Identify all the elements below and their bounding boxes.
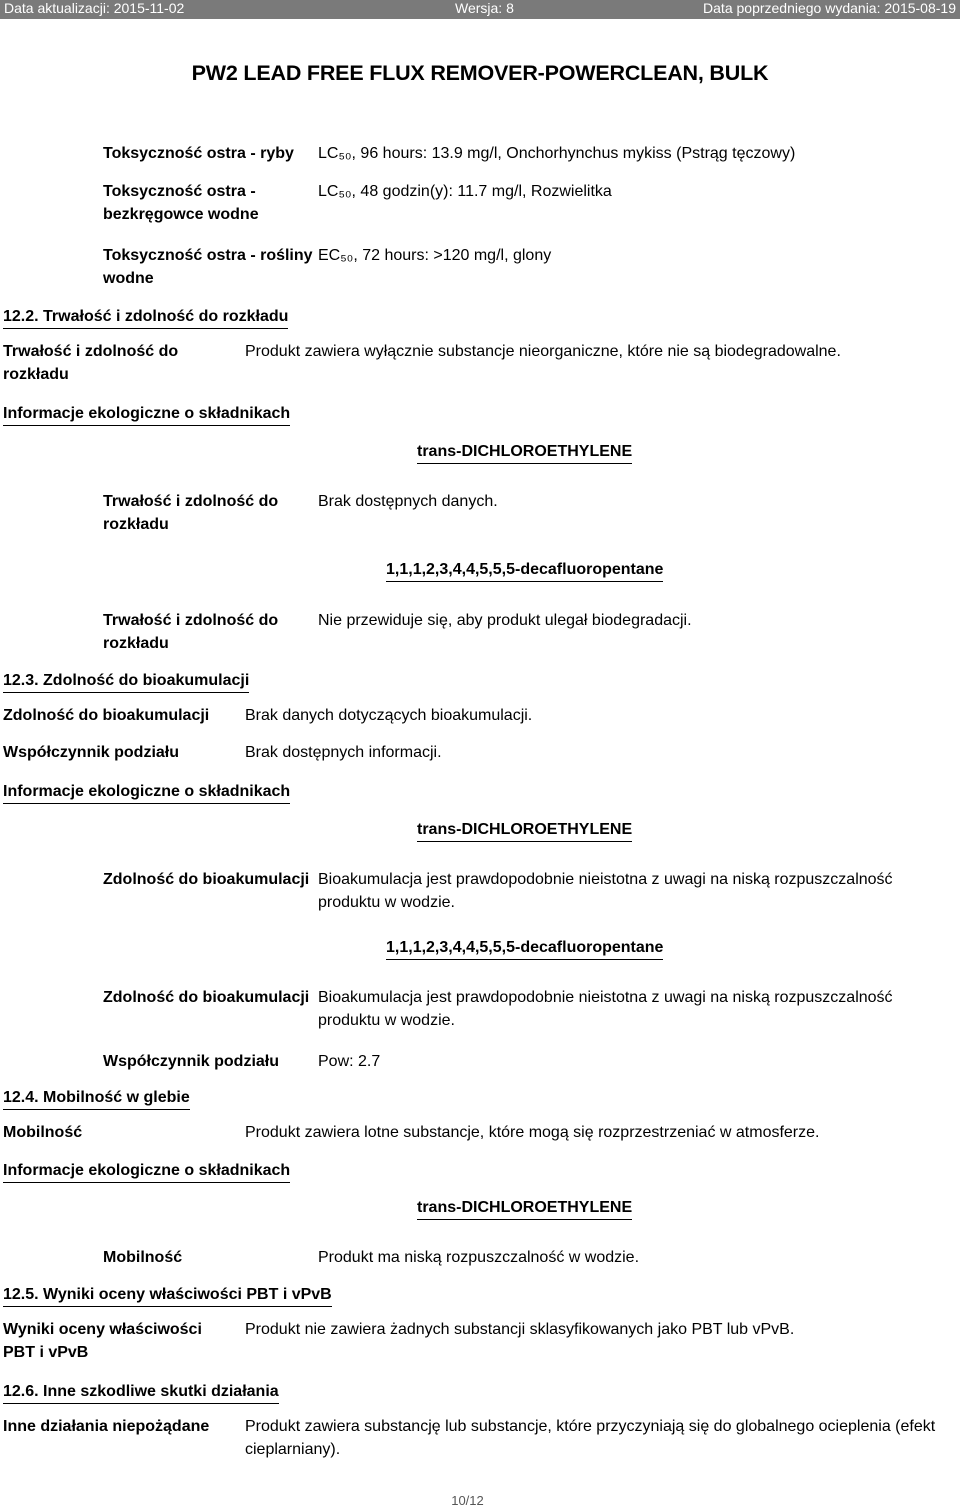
component-name: trans-DICHLOROETHYLENE (417, 820, 632, 842)
other-effects-label: Inne działania niepożądane (3, 1418, 210, 1435)
mobility-label: Mobilność (3, 1124, 83, 1141)
bioaccumulation-value: Brak danych dotyczących bioakumulacji. (245, 707, 533, 724)
toxicity-invertebrates-label: Toksyczność ostra - bezkręgowce wodne (103, 183, 259, 223)
page-number: 10/12 (451, 1493, 484, 1508)
persistence-label: Trwałość i zdolność do rozkładu (3, 343, 179, 383)
section-12-4-heading: 12.4. Mobilność w glebie (3, 1088, 190, 1110)
section-12-2-heading: 12.2. Trwałość i zdolność do rozkładu (3, 307, 288, 329)
eco-info-heading: Informacje ekologiczne o składnikach (3, 404, 290, 426)
component-name: 1,1,1,2,3,4,4,5,5,5-decafluoropentane (386, 938, 663, 960)
persistence-value: Produkt zawiera wyłącznie substancje nieorganiczne, które nie są biodegradowalne. (245, 343, 841, 360)
component-persistence-value: Brak dostępnych danych. (318, 493, 498, 510)
toxicity-invertebrates-value: LC₅₀, 48 godzin(y): 11.7 mg/l, Rozwielitka (318, 183, 612, 200)
component-mobility-value: Produkt ma niską rozpuszczalność w wodzie. (318, 1249, 640, 1266)
eco-info-heading: Informacje ekologiczne o składnikach (3, 782, 290, 804)
component-partition-value: Pow: 2.7 (318, 1053, 381, 1070)
toxicity-plants-label: Toksyczność ostra - rośliny wodne (103, 247, 313, 287)
component-name: trans-DICHLOROETHYLENE (417, 1198, 632, 1220)
component-name: trans-DICHLOROETHYLENE (417, 442, 632, 464)
component-bioaccumulation-label: Zdolność do bioakumulacji (103, 871, 310, 888)
version: Wersja: 8 (455, 0, 514, 16)
update-date: Data aktualizacji: 2015-11-02 (4, 0, 185, 16)
partition-coefficient-value: Brak dostępnych informacji. (245, 744, 442, 761)
pbt-label: Wyniki oceny właściwości PBT i vPvB (3, 1321, 202, 1361)
section-12-5-heading: 12.5. Wyniki oceny właściwości PBT i vPvB (3, 1285, 332, 1307)
toxicity-plants-value: EC₅₀, 72 hours: >120 mg/l, glony (318, 247, 552, 264)
pbt-value: Produkt nie zawiera żadnych substancji sklasyfikowanych jako PBT lub vPvB. (245, 1321, 795, 1338)
toxicity-fish-value: LC₅₀, 96 hours: 13.9 mg/l, Onchorhynchus mykiss (Pstrąg tęczowy) (318, 145, 796, 162)
mobility-value: Produkt zawiera lotne substancje, które mogą się rozprzestrzeniać w atmosferze. (245, 1124, 820, 1141)
component-bioaccumulation-value: Bioakumulacja jest prawdopodobnie nieistotna z uwagi na niską rozpuszczalność produktu w wodzie. (318, 871, 893, 911)
eco-info-heading: Informacje ekologiczne o składnikach (3, 1161, 290, 1183)
other-effects-value: Produkt zawiera substancję lub substancje, które przyczyniają się do globalnego ocieplenia (efekt cieplarniany). (245, 1418, 936, 1458)
document-title: PW2 LEAD FREE FLUX REMOVER-POWERCLEAN, BULK (191, 61, 769, 85)
previous-edition-date: Data poprzedniego wydania: 2015-08-19 (703, 0, 956, 16)
component-persistence-label: Trwałość i zdolność do rozkładu (103, 612, 279, 652)
toxicity-fish-label: Toksyczność ostra - ryby (103, 145, 294, 162)
component-partition-label: Współczynnik podziału (103, 1053, 280, 1070)
component-mobility-label: Mobilność (103, 1249, 183, 1266)
component-bioaccumulation-value: Bioakumulacja jest prawdopodobnie nieistotna z uwagi na niską rozpuszczalność produktu w wodzie. (318, 989, 893, 1029)
section-12-6-heading: 12.6. Inne szkodliwe skutki działania (3, 1382, 279, 1404)
component-bioaccumulation-label: Zdolność do bioakumulacji (103, 989, 310, 1006)
component-name: 1,1,1,2,3,4,4,5,5,5-decafluoropentane (386, 560, 663, 582)
partition-coefficient-label: Współczynnik podziału (3, 744, 180, 761)
component-persistence-value: Nie przewiduje się, aby produkt ulegał biodegradacji. (318, 612, 692, 629)
bioaccumulation-label: Zdolność do bioakumulacji (3, 707, 210, 724)
document-header-bar (0, 0, 960, 19)
section-12-3-heading: 12.3. Zdolność do bioakumulacji (3, 671, 249, 693)
component-persistence-label: Trwałość i zdolność do rozkładu (103, 493, 279, 533)
